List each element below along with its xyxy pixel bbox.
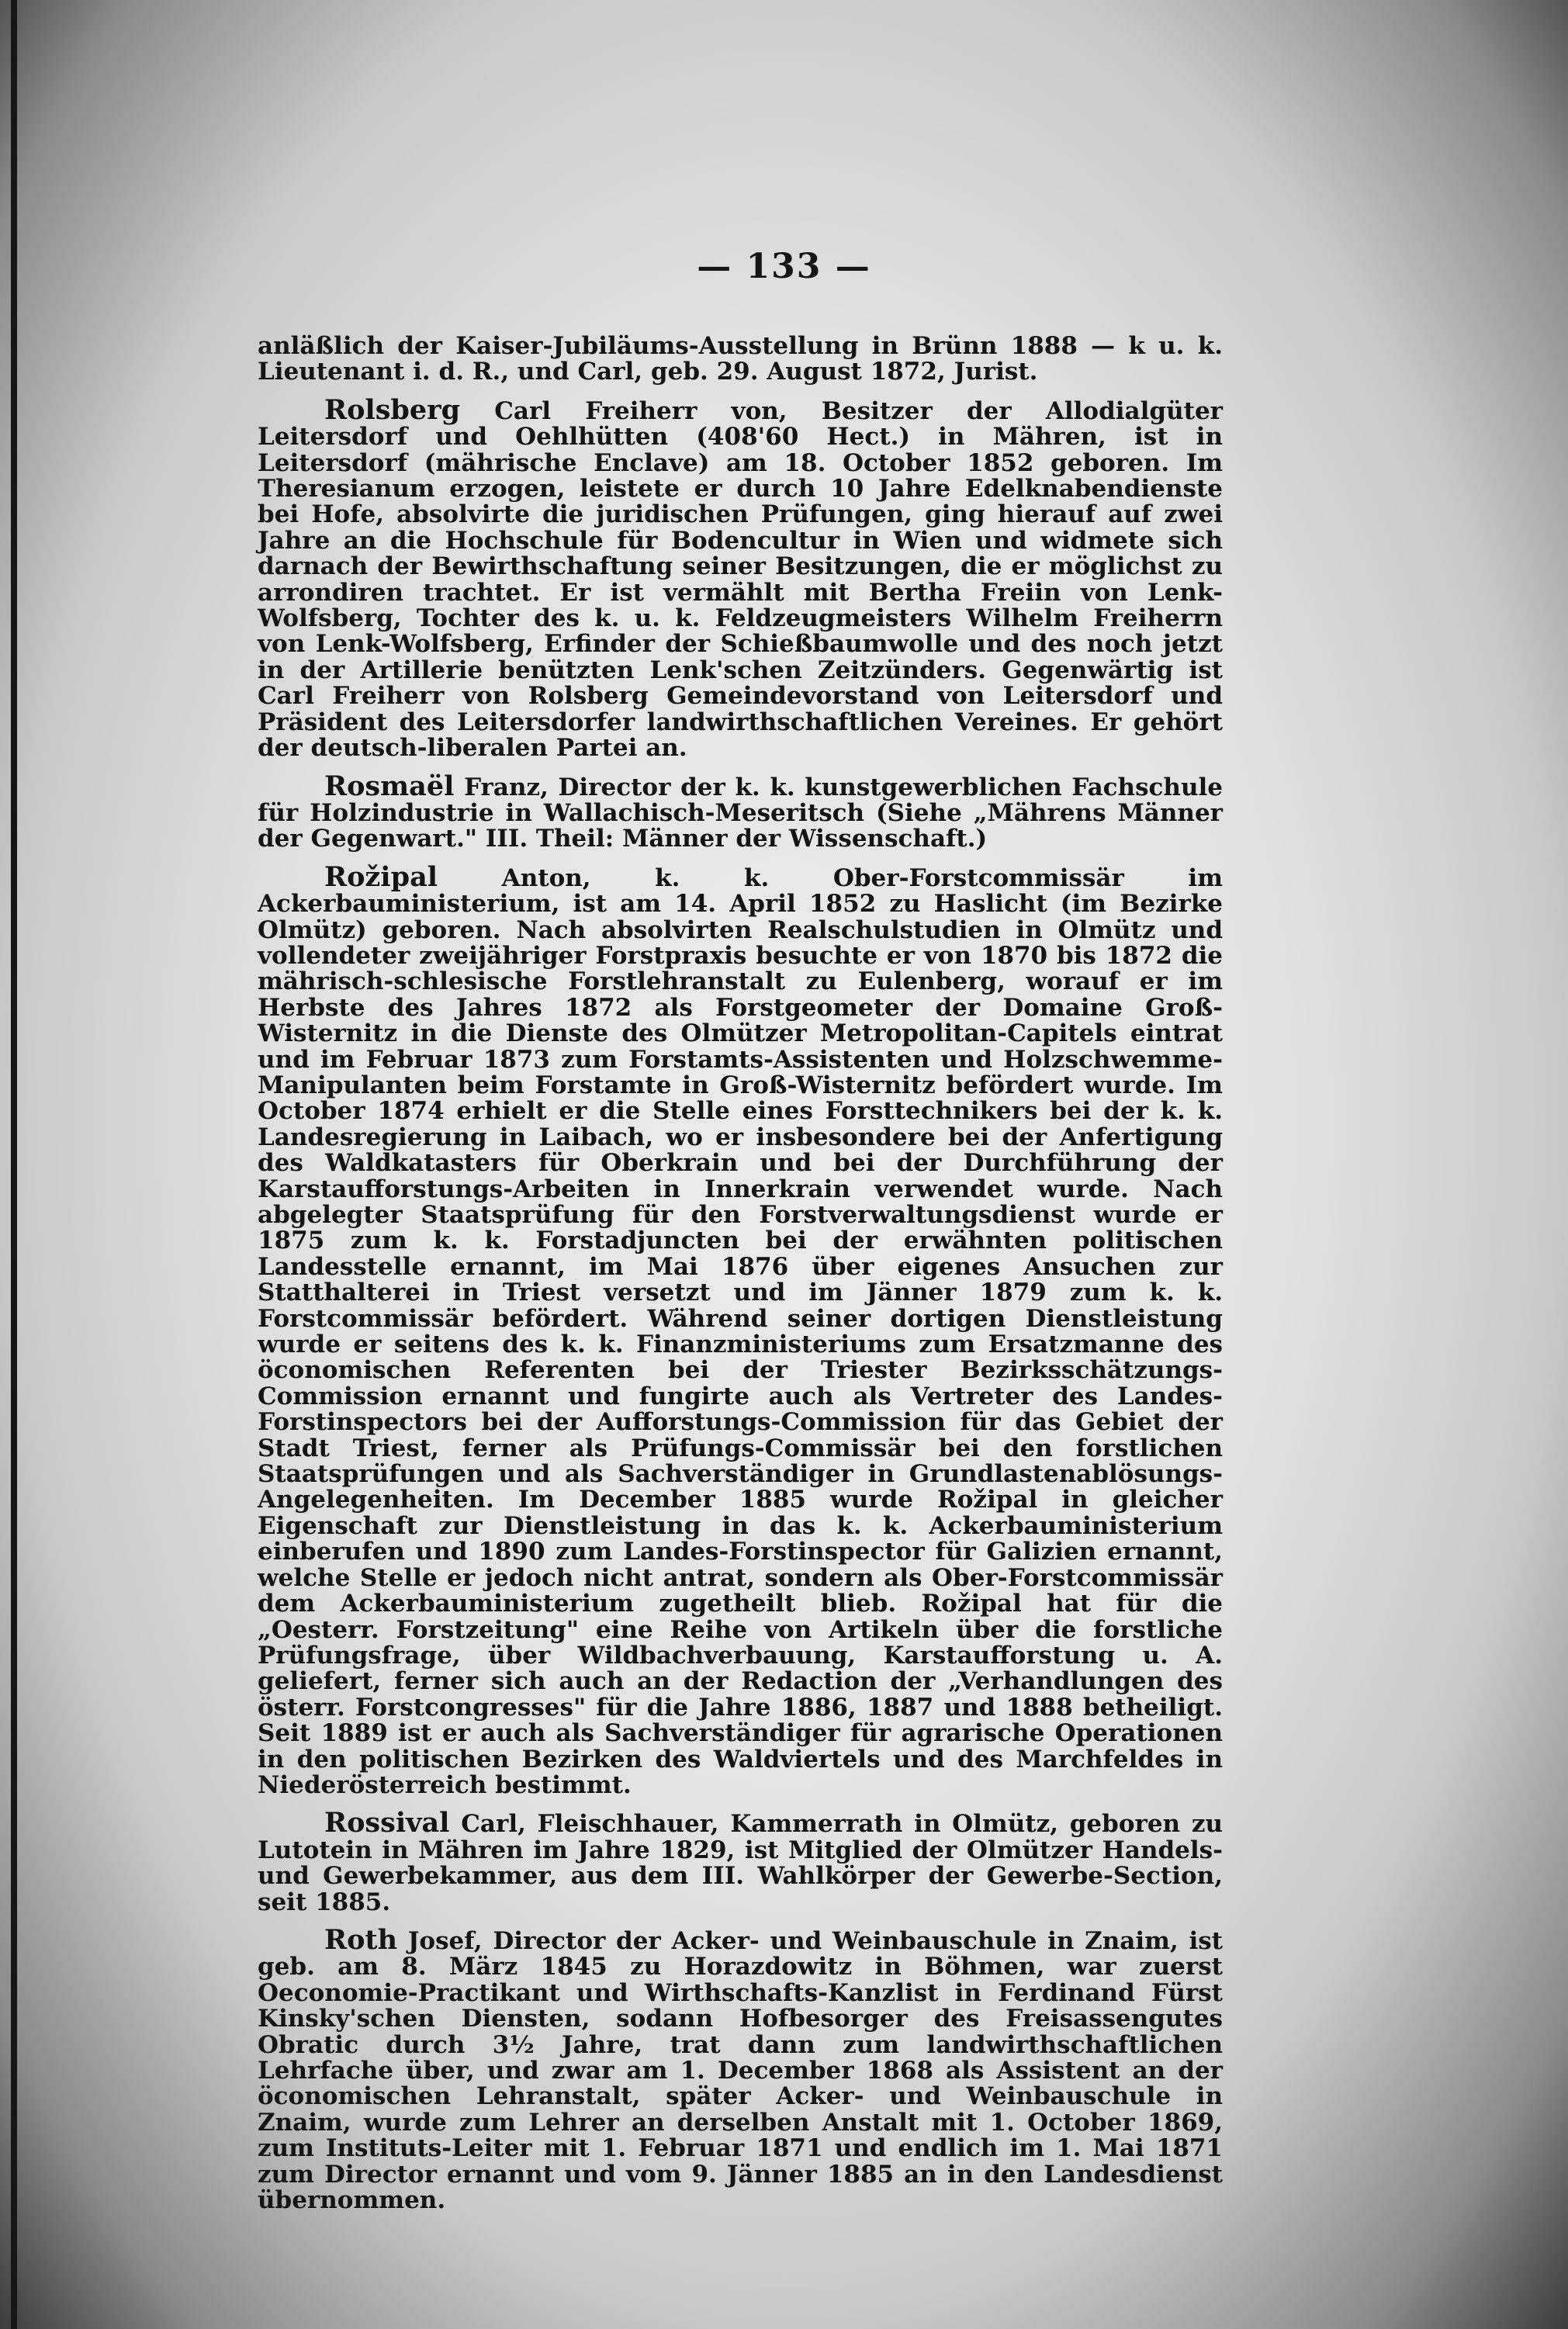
entry-text: Anton, k. k. Ober-Forstcommissär im Ackerbauministerium, ist am 14. April 1852 zu Haslicht (im Bezirke Olmütz) geboren. Nach absolvirten Realschulstudien in Olmütz und vollendeter zweijähriger Forstpraxis besuchte er von 1870 bis 1872 die mährisch-schlesische Forstlehranstalt zu Eulenberg, worauf er im Herbste des Jahres 1872 als Forstgeometer der Domaine Groß-Wisternitz in die Dienste des Olmützer Metropolitan-Capitels eintrat und im Februar 1873 zum Forstamts-Assistenten und Holzschwemme-Manipulanten beim Forstamte in Groß-Wisternitz befördert wurde. Im October 1874 erhielt er die Stelle eines Forsttechnikers bei der k. k. Landesregierung in Laibach, wo er insbesondere bei der Anfertigung des Waldkatasters für Oberkrain und bei der Durchführung der Karstaufforstungs-Arbeiten in Innerkrain verwendet wurde. Nach abgelegter Staatsprüfung für den Forstverwaltungsdienst wurde er 1875 zum k. k. Forstadjuncten bei der erwähnten politischen Landesstelle ernannt, im Mai 1876 über eigenes Ansuchen zur Statthalterei in Triest versetzt und im Jänner 1879 zum k. k. Forstcommissär befördert. Während seiner dortigen Dienstleistung wurde er seitens des k. k. Finanzministeriums zum Ersatzmanne des öconomischen Referenten bei der Triester Bezirksschätzungs-Commission ernannt und fungirte auch als Vertreter des Landes-Forstinspectors bei der Aufforstungs-Commission für das Gebiet der Stadt Triest, ferner als Prüfungs-Commissär bei den forstlichen Staatsprüfungen und als Sachverständiger in Grundlastenablösungs-Angelegenheiten. Im December 1885 wurde Rožipal in gleicher Eigenschaft zur Dienstleistung in das k. k. Ackerbauministerium einberufen und 1890 zum Landes-Forstinspector für Galizien ernannt, welche Stelle er jedoch nicht antrat, sondern als Ober-Forstcommissär dem Ackerbauministerium zugetheilt blieb. Rožipal hat für die „Oesterr. Forstzeitung" eine Reihe von Artikeln über die forstliche Prüfungsfrage, über Wildbachverbauung, Karstaufforstung u. A. geliefert, ferner sich auch an der Redaction der „Verhandlungen des österr. Forstcongresses" für die Jahre 1886, 1887 und 1888 betheiligt. Seit 1889 ist er auch als Sachverständiger für agrarische Operationen in den politischen Bezirken des Waldviertels und des Marchfeldes in Niederösterreich bestimmt. — [258, 863, 1223, 1799]
entry-text: Carl Freiherr von, Besitzer der Allodialgüter Leitersdorf und Oehlhütten (408'60 Hect.) in Mähren, ist in Leitersdorf (mährische Enclave) am 18. October 1852 geboren. Im Theresianum erzogen, leistete er durch 10 Jahre Edelknabendienste bei Hofe, absolvirte die juridischen Prüfungen, ging hierauf auf zwei Jahre an die Hochschule für Bodencultur in Wien und widmete sich darnach der Bewirthschaftung seiner Besitzungen, die er möglichst zu arrondiren trachtet. Er ist vermählt mit Bertha Freiin von Lenk-Wolfsberg, Tochter des k. u. k. Feldzeugmeisters Wilhelm Freiherrn von Lenk-Wolfsberg, Erfinder der Schießbaumwolle und des noch jetzt in der Artillerie benützten Lenk'schen Zeitzünders. Gegenwärtig ist Carl Freiherr von Rolsberg Gemeindevorstand von Leitersdorf und Präsident des Leitersdorfer landwirthschaftlichen Vereines. Er gehört der deutsch-liberalen Partei an. — [258, 396, 1223, 763]
entry-name: Rolsberg — [324, 393, 461, 426]
entry-name: Roth — [324, 1923, 398, 1956]
entry-text: anläßlich der Kaiser-Jubiläums-Ausstellung in Brünn 1888 — k u. k. Lieutenant i. d. R., und Carl, geb. 29. August 1872, Jurist. — [258, 332, 1223, 386]
entry-text: Josef, Director der Acker- und Weinbauschule in Znaim, ist geb. am 8. März 1845 zu Horazdowitz in Böhmen, war zuerst Oeconomie-Practikant und Wirthschafts-Kanzlist in Ferdinand Fürst Kinsky'schen Diensten, sodann Hofbesorger des Freisassengutes Obratic durch 3½ Jahre, trat dann zum landwirthschaftlichen Lehrfache über, und zwar am 1. December 1868 als Assistent an der öconomischen Lehranstalt, später Acker- und Weinbauschule in Znaim, wurde zum Lehrer an derselben Anstalt mit 1. October 1869, zum Instituts-Leiter mit 1. Februar 1871 und endlich im 1. Mai 1871 zum Director ernannt und vom 9. Jänner 1885 an in den Landesdienst übernommen. — [258, 1926, 1224, 2215]
entry-name: Rossival — [324, 1807, 450, 1839]
paragraph-rozipal — [258, 860, 1223, 1799]
paragraph-continuation — [258, 332, 1223, 386]
entry-name: Rosmaël — [324, 770, 455, 802]
paragraph-rolsberg — [258, 393, 1223, 763]
paragraph-roth — [258, 1923, 1224, 2215]
entry-text: Carl, Fleischhauer, Kammerrath in Olmütz, geboren zu Lutotein in Mähren im Jahre 1829, ist Mitglied der Olmützer Handels- und Gewerbekammer, aus dem III. Wahlkörper der Gewerbe-Section, seit 1885. — [258, 1810, 1224, 1916]
entry-text: Franz, Director der k. k. kunstgewerblichen Fachschule für Holzindustrie in Wallachisch-Meseritsch (Siehe „Mährens Männer der Gegenwart." III. Theil: Männer der Wissenschaft.) — [258, 773, 1223, 853]
binding-edge — [11, 0, 17, 2329]
paragraph-rosmael — [258, 770, 1223, 853]
page-body — [258, 332, 1223, 2213]
page-number: — 133 — — [697, 247, 871, 286]
paragraph-rossival — [258, 1807, 1224, 1916]
entry-name: Rožipal — [324, 860, 438, 893]
